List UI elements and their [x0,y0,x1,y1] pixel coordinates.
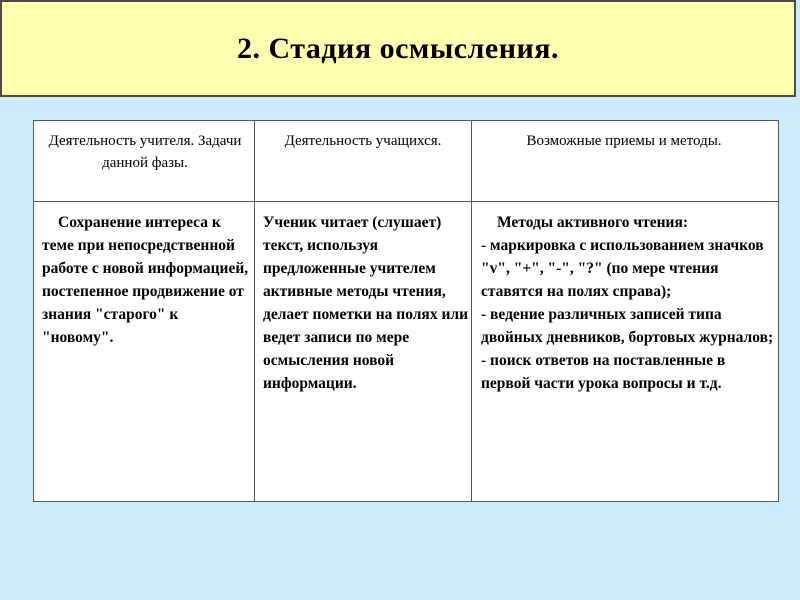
methods-item: - поиск ответов на поставленные в первой части урока вопросы и т.д. [481,352,726,392]
header-teacher-activity: Деятельность учителя. Задачи данной фазы. [48,133,242,171]
slide-title: 2. Стадия осмысления. [237,31,559,65]
table-header-divider [34,201,778,202]
title-banner [0,0,796,97]
stage-table [33,120,779,502]
cell-methods [481,211,777,395]
cell-student-activity: Ученик читает (слушает) текст, используя предложенные учителем активные методы чтения, делает пометки на полях или ведет записи по мере осмысления новой информации. [263,214,469,392]
methods-heading: Методы активного чтения: [497,214,689,231]
methods-item: - маркировка с использованием значков "v", "+", "-", "?" (по мере чтения ставятся на полях справа); [481,237,764,300]
methods-item: - ведение различных записей типа двойных дневников, бортовых журналов; [481,306,774,346]
table-column-divider-2 [471,121,472,501]
table-column-divider-1 [254,121,255,501]
header-student-activity: Деятельность учащихся. [284,133,442,149]
cell-teacher-activity: Сохранение интереса к теме при непосредственной работе с новой информацией, постепенное продвижение от знания "старого" к "новому". [42,214,249,346]
header-methods: Возможные приемы и методы. [526,133,722,149]
